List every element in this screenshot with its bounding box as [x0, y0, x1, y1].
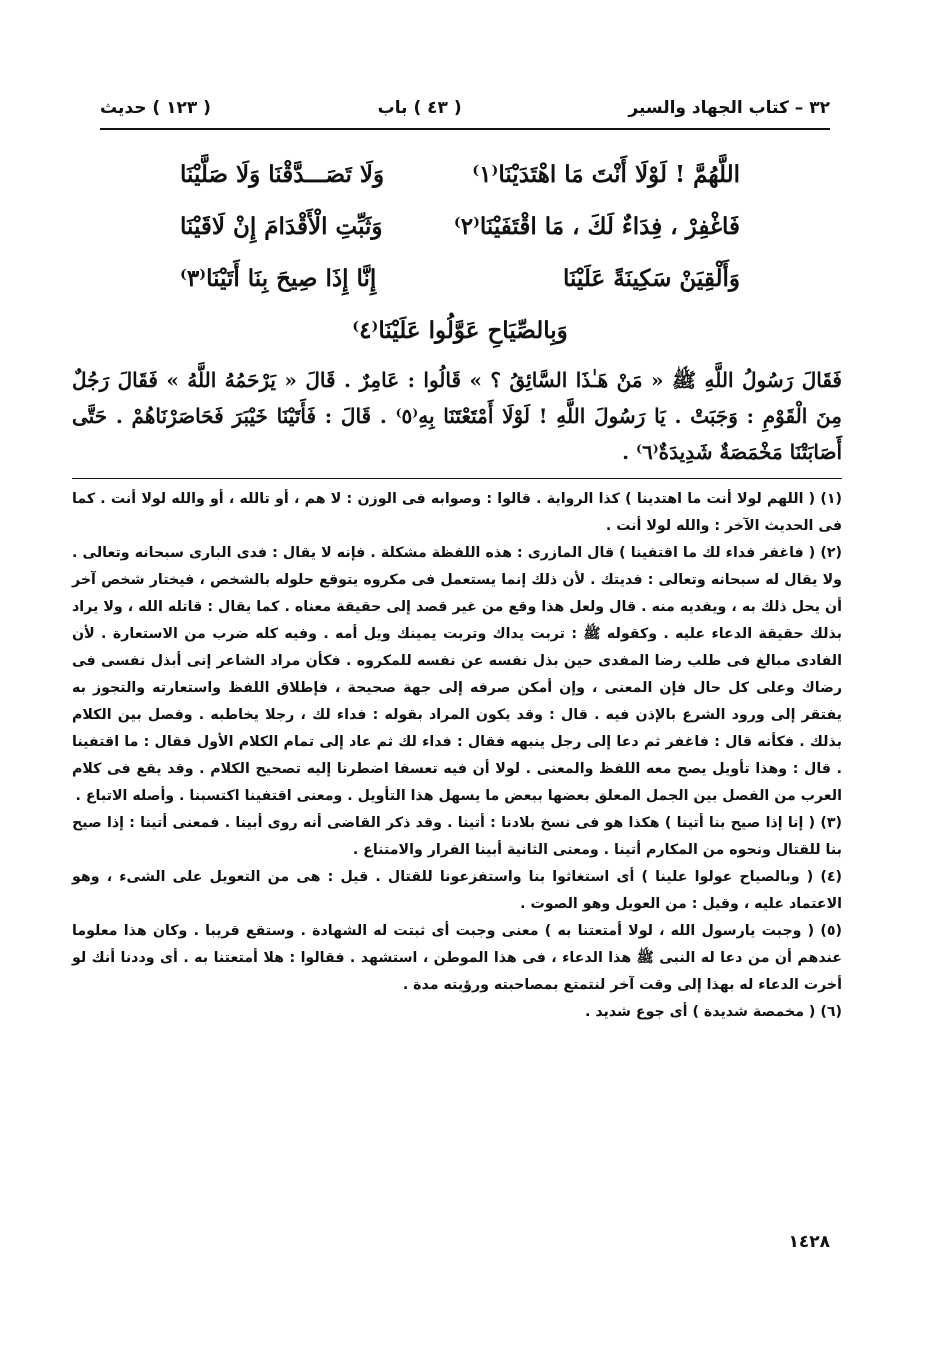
footnote-1: (١) ( اللهم لولا أنت ما اهتدينا ) كذا الرواية . قالوا : وصوابه فى الوزن : لا هم ، أو تالله ، أو والله لولا أنت . كما فى الحديث الآخر : والله لولا أنت . [72, 491, 842, 534]
verse-second-hemistich: وَثَبِّتِ الْأَقْدَامَ إِنْ لَاقَيْنَا [180, 212, 383, 240]
verse-closing-hemistich: وَبِالصِّيَاحِ عَوَّلُوا عَلَيْنَا⁽٤⁾ [352, 316, 568, 344]
footnote-5: (٥) ( وجبت يارسول الله ، لولا أمتعتنا به ) معنى وجبت أى ثبتت له الشهادة . وستقع قريبا . وكان هذا معلوما عندهم أن من دعا له النبى ﷺ هذا الدعاء ، فى هذا الموطن ، استشهد . فقالوا : هلا أمتعتنا به . أى وددنا أنك لو أخرت الدعاء له بهذا إلى وقت آخر لنتمتع بمصاحبته ورؤيته مدة . [72, 923, 842, 993]
footnote-6: (٦) ( مخمصة شديدة ) أى جوع شديد . [584, 1004, 842, 1020]
verse-second-hemistich: إِنَّا إِذَا صِيحَ بِنَا أَتَيْنَا⁽٣⁾ [180, 264, 377, 292]
hadith-number: ( ١٢٣ ) حديث [100, 98, 211, 118]
footnote-rule [72, 478, 842, 479]
footnote-3: (٣) ( إنا إذا صيح بنا أتينا ) هكذا هو فى نسخ بلادنا : أتينا . وقد ذكر القاضى أنه روى أبينا . فمعنى أتينا : إذا صيح بنا للقتال ونحوه من المكارم أتينا . ومعنى الثانية أبينا الفرار والامتناع . [72, 815, 842, 858]
verse-first-hemistich: فَاغْفِرْ ، فِدَاءٌ لَكَ ، مَا اقْتَفَيْنَا⁽٢⁾ [453, 212, 740, 240]
poem-block [180, 148, 740, 356]
verse-line [180, 200, 740, 252]
verse-first-hemistich: اللَّهُمَّ ! لَوْلَا أَنْتَ مَا اهْتَدَيْنَا⁽١⁾ [472, 160, 740, 188]
header-rule [100, 128, 830, 130]
footnote-4: (٤) ( وبالصياح عولوا علينا ) أى استغاثوا بنا واستفزعونا للقتال . قيل : هى من التعويل على الشىء ، وهو الاعتماد عليه ، وقيل : من العويل وهو الصوت . [72, 869, 842, 912]
page-number: ١٤٢٨ [788, 1232, 830, 1252]
verse-line [180, 252, 740, 304]
narrative-text: فَقَالَ رَسُولُ اللَّهِ ﷺ « مَنْ هَـٰذَا السَّائِقُ ؟ » قَالُوا : عَامِرٌ . قَالَ « يَرْحَمُهُ اللَّهُ » فَقَالَ رَجُلٌ مِنَ الْقَوْمِ : وَجَبَتْ . يَا رَسُولَ اللَّهِ ! لَوْلَا أَمْتَعْتَنَا بِهِ⁽٥⁾ . قَالَ : فَأَتَيْنَا خَيْبَرَ فَحَاصَرْنَاهُمْ . حَتَّى أَصَابَتْنَا مَخْمَصَةٌ شَدِيدَةٌ⁽٦⁾ . [72, 368, 842, 464]
bab-number: ( ٤٣ ) باب [377, 98, 462, 118]
running-header [100, 92, 830, 124]
verse-first-hemistich: وَأَلْقِيَنْ سَكِينَةً عَلَيْنَا [562, 264, 740, 292]
verse-line [180, 148, 740, 200]
verse-second-hemistich: وَلَا تَصَـــدَّقْنَا وَلَا صَلَّيْنَا [180, 160, 385, 188]
footnote-2: (٢) ( فاغفر فداء لك ما اقتفينا ) قال المازرى : هذه اللفظة مشكلة . فإنه لا يقال : فدى البارى سبحانه وتعالى . ولا يقال له سبحانه وتعالى : فديتك . لأن ذلك إنما يستعمل فى مكروه يتوقع حلوله بالشخص ، فيختار شخص آخر أن يحل ذلك به ، ويفديه منه . قال ولعل هذا وقع من غير قصد إلى حقيقة معناه . كما يقال : قاتله الله ، ولا يراد بذلك حقيقة الدعاء عليه . وكقوله ﷺ : تربت يداك وتربت يمينك ويل أمه . وفيه كله ضرب من الاستعارة . لأن الفادى مبالغ فى طلب رضا المفدى حين بذل نفسه عن نفسه للمكروه . فكأن مراد الشاعر إنى أبذل نفسى فى رضاك وعلى كل حال فإن المعنى ، وإن أمكن صرفه إلى جهة صحيحة ، فإطلاق اللفظ واستعارته والتجوز به يفتقر إلى ورود الشرع بالإذن فيه . قال : وقد يكون المراد بقوله : فداء لك ، رجلا يخاطبه . وفصل بين الكلام بذلك . فكأنه قال : فاغفر ثم دعا إلى رجل ينبهه فقال : فداء لك ثم عاد إلى تمام الكلام الأول فقال : ما اقتفينا . قال : وهذا تأويل يصح معه اللفظ والمعنى . لولا أن فيه تعسفا اضطرنا إليه تصحيح الكلام . وقد يقع فى كلام العرب من الفصل بين الجمل المعلق بعضها ببعض ما يسهل هذا التأويل . ومعنى اقتفينا اكتسبنا . وأصله الاتباع . [72, 545, 842, 804]
verse-line-closing [180, 304, 740, 356]
hadith-narrative [72, 362, 842, 470]
footnotes [72, 486, 842, 1026]
chapter-title: ٣٢ – كتاب الجهاد والسير [628, 98, 830, 118]
